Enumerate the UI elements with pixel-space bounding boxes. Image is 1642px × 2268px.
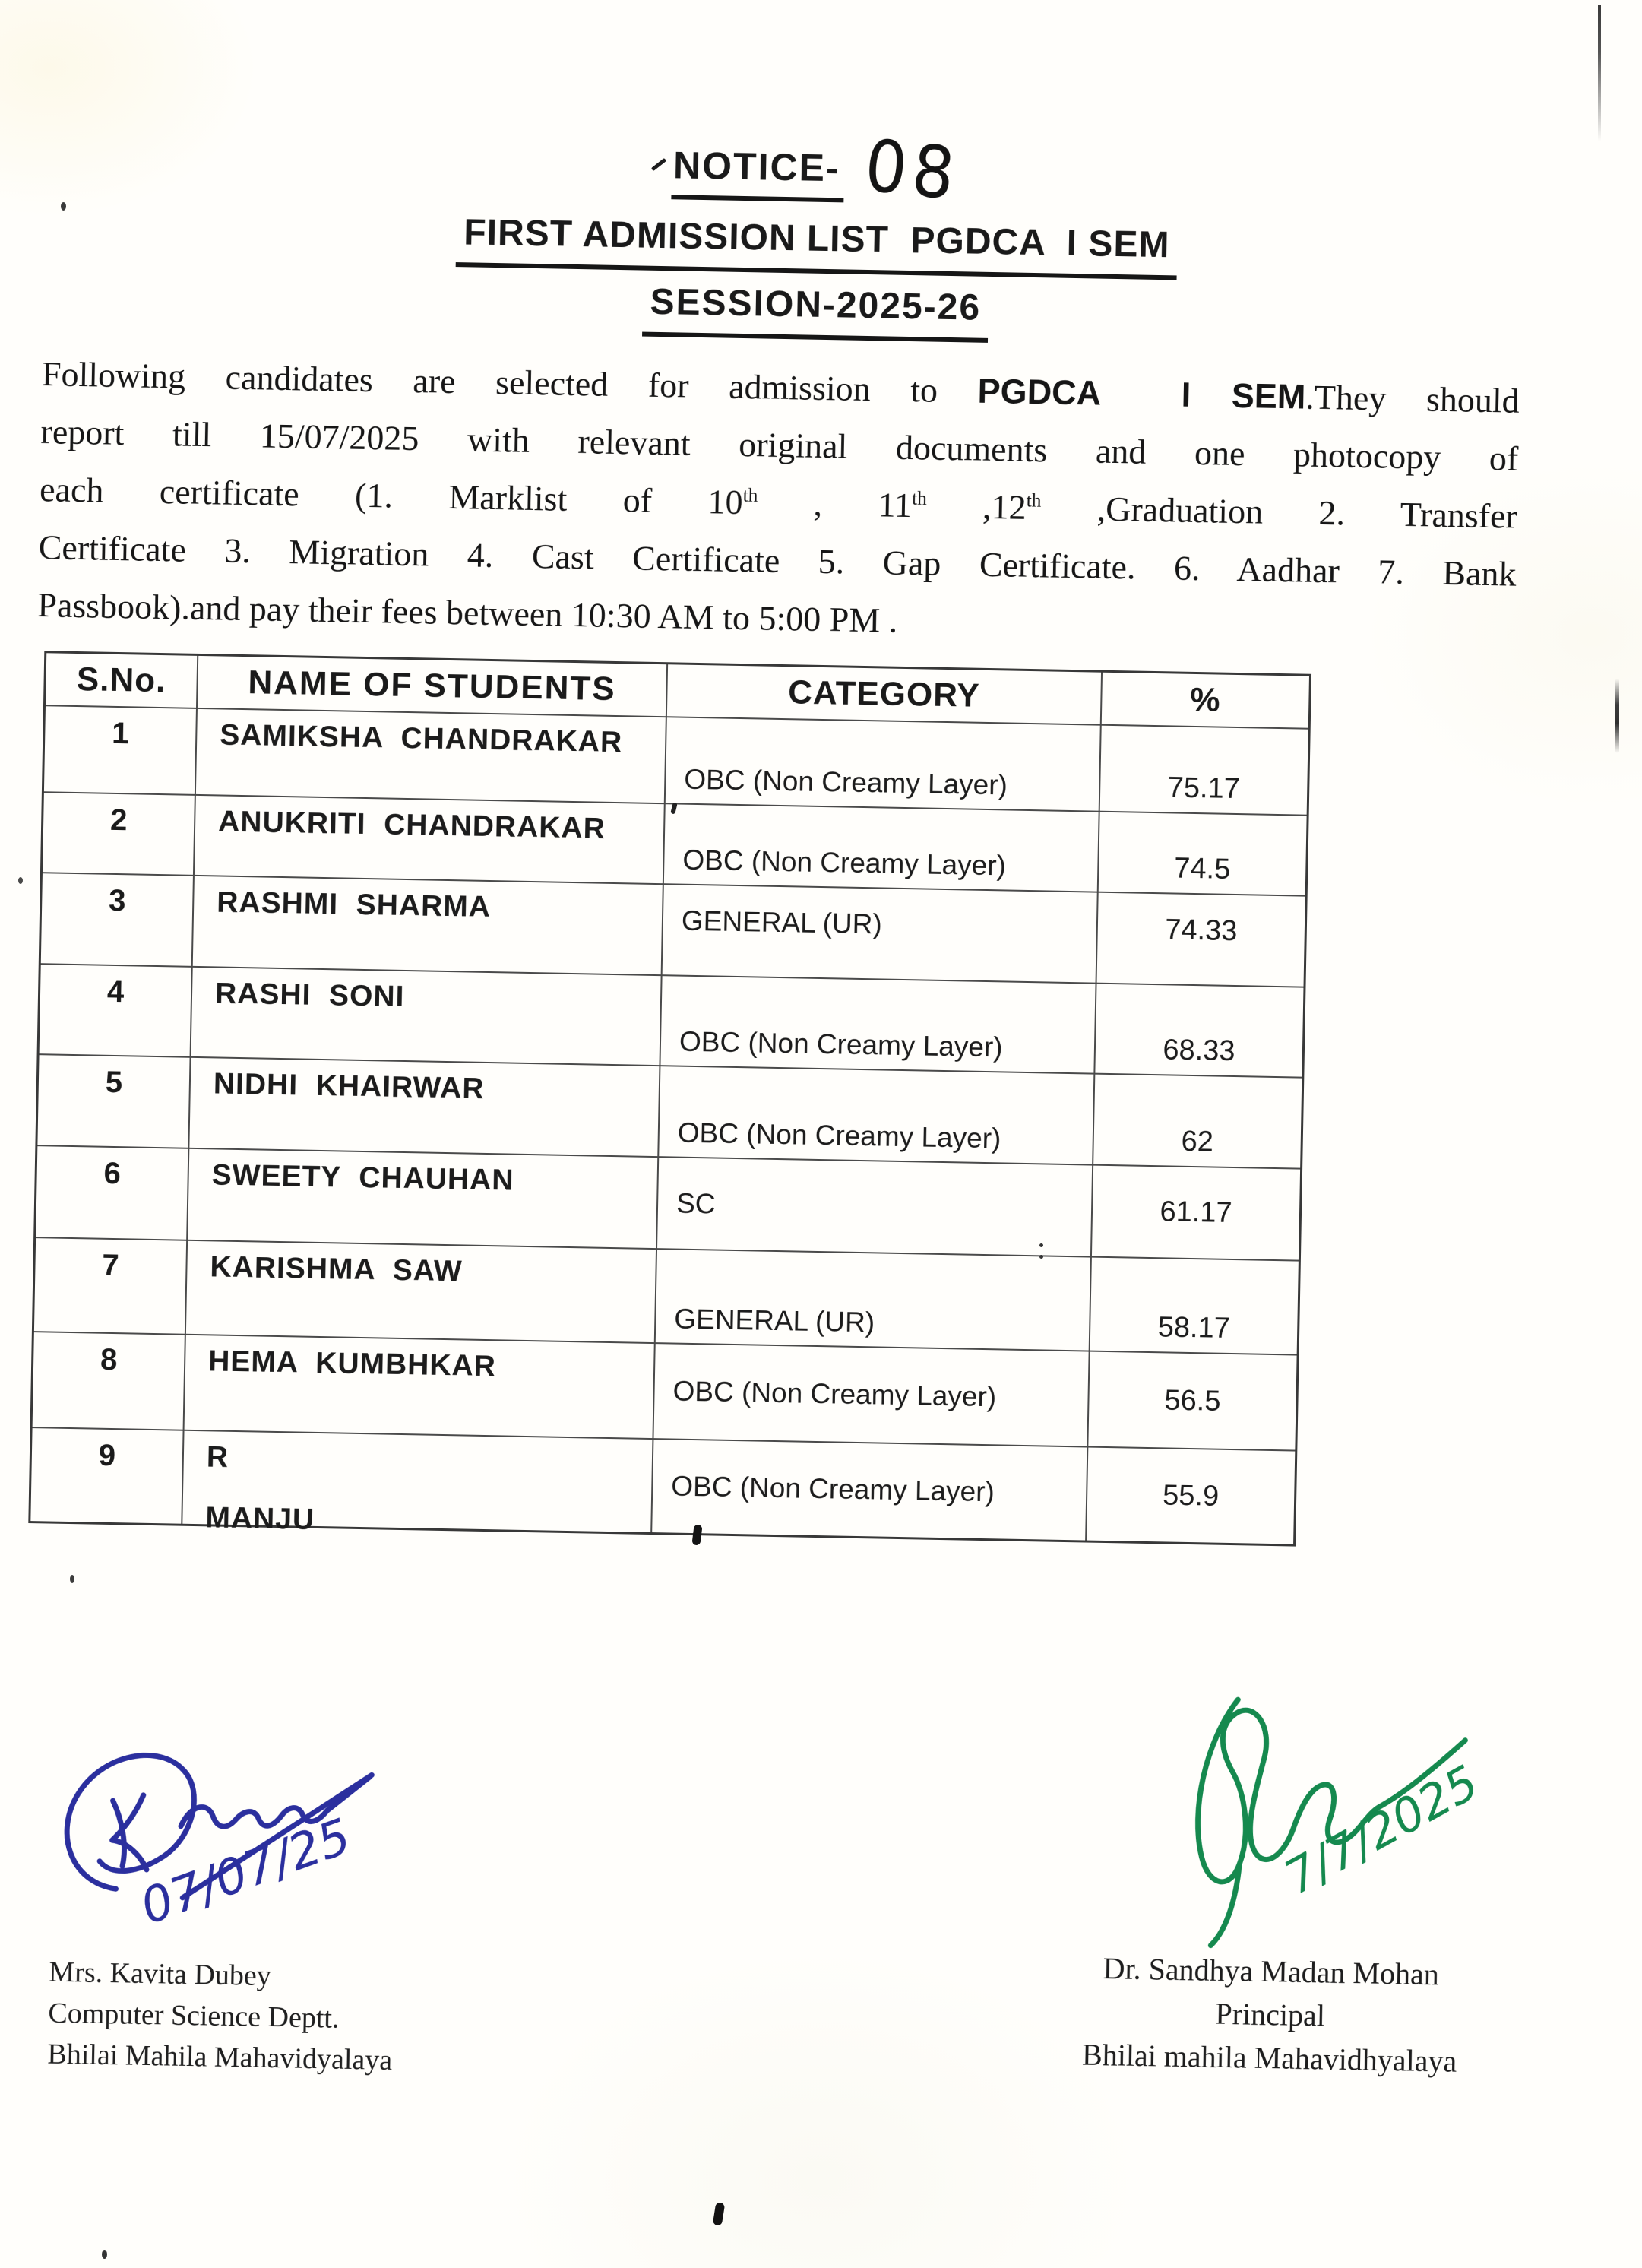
row-percent: 68.33	[1095, 984, 1303, 1079]
row-category: GENERAL (UR)	[663, 885, 1099, 984]
row-sno: 8	[33, 1332, 186, 1431]
signatory-left-details	[47, 1952, 496, 2083]
signatory-left-dept: Computer Science Deptt.	[48, 1997, 340, 2035]
row-percent: 62	[1093, 1075, 1302, 1170]
admission-list-title: FIRST ADMISSION LIST PGDCA I SEM	[0, 203, 1638, 289]
signatory-right-college: Bhilai mahila Mahavidhyalaya	[1081, 2037, 1457, 2079]
row-name: SAMIKSHA CHANDRAKAR	[196, 709, 667, 804]
signatory-right-name: Dr. Sandhya Madan Mohan	[1103, 1951, 1440, 1992]
row-name: RASHI SONI	[191, 968, 663, 1066]
body-line-2: report till 15/07/2025 with relevant original documents and one photocopy of	[40, 412, 1519, 478]
signatory-left-college: Bhilai Mahila Mahavidyalaya	[47, 2038, 393, 2076]
row-percent: 75.17	[1100, 726, 1308, 816]
body-line-5: Passbook).and pay their fees between 10:30 AM to 5:00 PM .	[36, 585, 898, 640]
row-category: OBC (Non Creamy Layer)	[659, 1066, 1095, 1165]
scan-artifact-dot	[18, 877, 23, 884]
row-name: HEMA KUMBHKAR	[185, 1335, 656, 1440]
row-name: NIDHI KHAIRWAR	[189, 1058, 660, 1158]
scan-artifact-dot	[102, 2250, 107, 2259]
signature-block-right	[980, 1622, 1566, 2085]
handwritten-signature-principal	[1051, 1623, 1558, 1982]
pgdca-sem-emphasis: PGDCA I SEM	[977, 371, 1306, 417]
handwritten-date-left: 07/07/25	[133, 1808, 359, 1937]
row-category: SC	[657, 1158, 1093, 1257]
row-percent: 74.5	[1099, 812, 1307, 897]
row-name: R MANJU	[182, 1431, 653, 1532]
row-percent: 56.5	[1088, 1352, 1296, 1452]
body-line-1: Following candidates are selected for admission to PGDCA I SEM.They should	[41, 354, 1520, 420]
row-name: SWEETY CHAUHAN	[188, 1149, 659, 1250]
handwritten-signature-kavita-dubey	[40, 1703, 470, 1962]
row-percent: 74.33	[1097, 893, 1305, 988]
scan-artifact-dot	[61, 202, 66, 211]
row-category: OBC (Non Creamy Layer)	[666, 717, 1102, 812]
col-header-sno: S.No.	[46, 653, 198, 709]
col-header-percent: %	[1102, 673, 1309, 730]
row-sno: 5	[37, 1055, 191, 1149]
row-sno: 3	[41, 873, 195, 968]
row-name: ANUKRITI CHANDRAKAR	[195, 796, 666, 885]
signature-block-left	[38, 1703, 501, 2083]
row-sno: 9	[30, 1428, 184, 1524]
row-category: OBC (Non Creamy Layer)	[664, 804, 1100, 892]
row-category: OBC (Non Creamy Layer)	[652, 1440, 1088, 1540]
handwritten-notice-number: 08	[861, 124, 965, 217]
scan-artifact-dot	[70, 1575, 74, 1583]
row-name: KARISHMA SAW	[186, 1241, 657, 1344]
notice-label: NOTICE-	[671, 143, 845, 202]
body-line-4: Certificate 3. Migration 4. Cast Certificate 5. Gap Certificate. 6. Aadhar 7. Bank	[38, 527, 1517, 594]
notice-body	[37, 345, 1520, 661]
signatory-right-title: Principal	[1215, 1996, 1326, 2033]
row-percent: 61.17	[1092, 1166, 1300, 1262]
row-sno: 1	[44, 706, 198, 796]
scan-artifact-streak	[1598, 5, 1601, 141]
row-sno: 7	[34, 1238, 188, 1335]
admission-table	[28, 651, 1311, 1546]
row-percent: 55.9	[1162, 1478, 1220, 1513]
handwritten-date-right: 7/7/2025	[1275, 1754, 1488, 1905]
row-category: OBC (Non Creamy Layer)	[653, 1344, 1090, 1447]
row-sno: 6	[36, 1146, 189, 1241]
row-category: GENERAL (UR)	[656, 1250, 1092, 1351]
col-header-name: NAME OF STUDENTS	[198, 656, 668, 717]
signatory-left-name: Mrs. Kavita Dubey	[49, 1956, 272, 1992]
scan-artifact-dot	[1039, 1243, 1043, 1247]
scan-artifact-streak	[1615, 679, 1619, 753]
row-category: OBC (Non Creamy Layer)	[660, 976, 1096, 1074]
row-percent: 58.17	[1090, 1258, 1299, 1356]
body-line-3: each certificate (1. Marklist of 10th , 11th ,12th ,Graduation 2. Transfer	[39, 470, 1518, 536]
col-header-category: CATEGORY	[667, 664, 1103, 725]
row-name: RASHMI SHARMA	[193, 876, 664, 976]
row-sno: 4	[40, 965, 193, 1058]
session-title: SESSION-2025-26	[0, 269, 1637, 355]
signatory-right-details	[980, 1944, 1560, 2085]
row-sno: 2	[43, 793, 196, 876]
